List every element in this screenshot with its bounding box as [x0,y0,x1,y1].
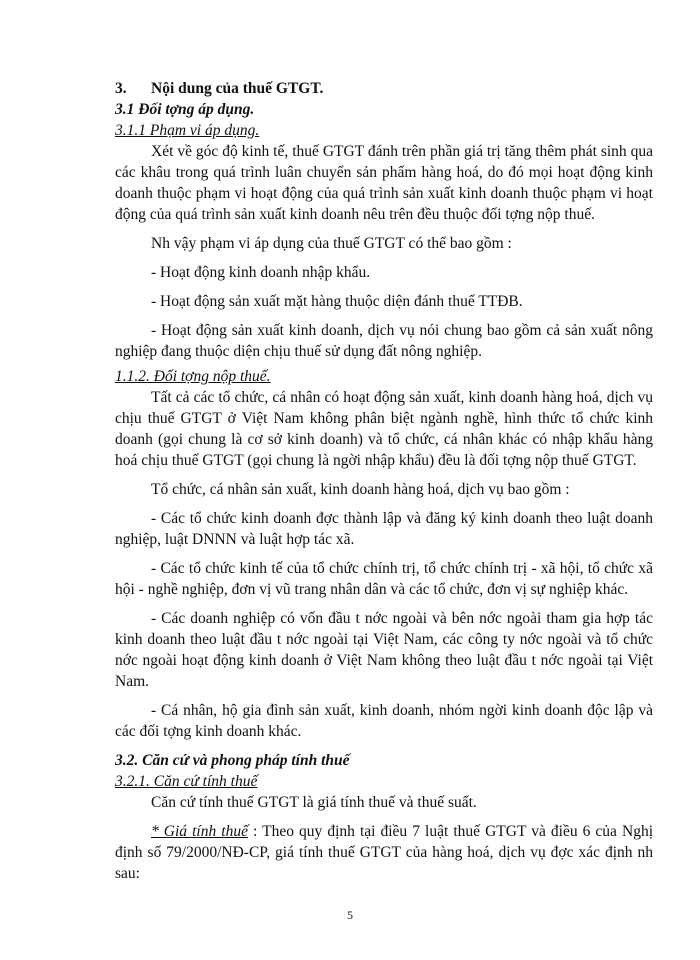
subsection-heading-3-1-1: 3.1.1 Phạm vi áp dụng. [115,122,260,139]
scope-item: - Hoạt động kinh doanh nhập khẩu. [151,264,371,281]
paragraph-scope-summary: Nh vậy phạm vi áp dụng của thuế GTGT có thể bao gồm : [151,235,512,252]
paragraph-taxpayers: Tất cả các tổ chức, cá nhân có hoạt động sản xuất, kinh doanh hàng hoá, dịch vụ chịu thuế GTGT ở Việt Nam không phân biệt ngành nghề, hình thức tổ chức kinh doanh (gọi chung là cơ sở kinh doanh) và tổ chức, cá nhân khác có nhập khẩu hàng hoá chịu thuế GTGT (gọi chung là ngời nhập khẩu) đều là đối tợng nộp thuế GTGT. [115,389,653,469]
entity-item: - Cá nhân, hộ gia đình sản xuất, kinh doanh, nhóm ngời kinh doanh độc lập và các đối tợng kinh doanh khác. [115,702,653,740]
document-body [115,78,653,892]
entity-item: - Các doanh nghiệp có vốn đầu t nớc ngoài và bên nớc ngoài tham gia hợp tác kinh doanh theo luật đầu t nớc ngoài tại Việt Nam, các công ty nớc ngoài và tổ chức nớc ngoài hoạt động kinh doanh ở Việt Nam không theo luật đầu t nớc ngoài tại Việt Nam. [115,610,653,690]
section-heading [115,78,653,99]
subsection-heading-3-1: 3.1 Đối tợng áp dụng. [115,101,255,118]
entity-item: - Các tổ chức kinh doanh đợc thành lập và đăng ký kinh doanh theo luật doanh nghiệp, luật DNNN và luật hợp tác xã. [115,510,653,548]
subsection-heading-1-1-2: 1.1.2. Đối tợng nộp thuế. [115,368,271,385]
section-title: Nội dung của thuế GTGT. [151,80,324,97]
scope-item: - Hoạt động sản xuất kinh doanh, dịch vụ nói chung bao gồm cả sản xuất nông nghiệp đang thuộc diện chịu thuế sử dụng đất nông nghiệp. [115,322,653,360]
paragraph-scope-intro: Xét về góc độ kinh tế, thuế GTGT đánh trên phần giá trị tăng thêm phát sinh qua các khâu trong quá trình luân chuyển sản phẩm hàng hoá, do đó mọi hoạt động kinh doanh thuộc phạm vi hoạt động của quá trình sản xuất kinh doanh thuộc phạm vi hoạt động của quá trình sản xuất kinh doanh nêu trên đều thuộc đối tợng nộp thuế. [115,143,653,223]
page-number: 5 [347,908,353,922]
paragraph-entities-intro: Tổ chức, cá nhân sản xuất, kinh doanh hàng hoá, dịch vụ bao gồm : [151,481,570,498]
tax-price-text: : Theo quy định tại điều 7 luật thuế GTGT và điều 6 của Nghị định số 79/2000/NĐ-CP, giá tính thuế GTGT của hàng hoá, dịch vụ đợc xác định nh sau: [115,823,653,882]
subsection-heading-3-2: 3.2. Căn cứ và phong pháp tính thuế [115,752,350,769]
tax-price-label: * Giá tính thuế [151,823,248,840]
paragraph-tax-basis: Căn cứ tính thuế GTGT là giá tính thuế và thuế suất. [151,794,477,811]
entity-item: - Các tổ chức kinh tế của tổ chức chính trị, tổ chức chính trị - xã hội, tổ chức xã hội - nghề nghiệp, đơn vị vũ trang nhân dân và các tổ chức, đơn vị sự nghiệp khác. [115,560,653,598]
section-number: 3. [115,80,127,97]
paragraph-tax-price [115,821,653,884]
subsection-heading-3-2-1: 3.2.1. Căn cứ tính thuế [115,773,258,790]
scope-item: - Hoạt động sản xuất mặt hàng thuộc diện đánh thuế TTĐB. [151,293,523,310]
